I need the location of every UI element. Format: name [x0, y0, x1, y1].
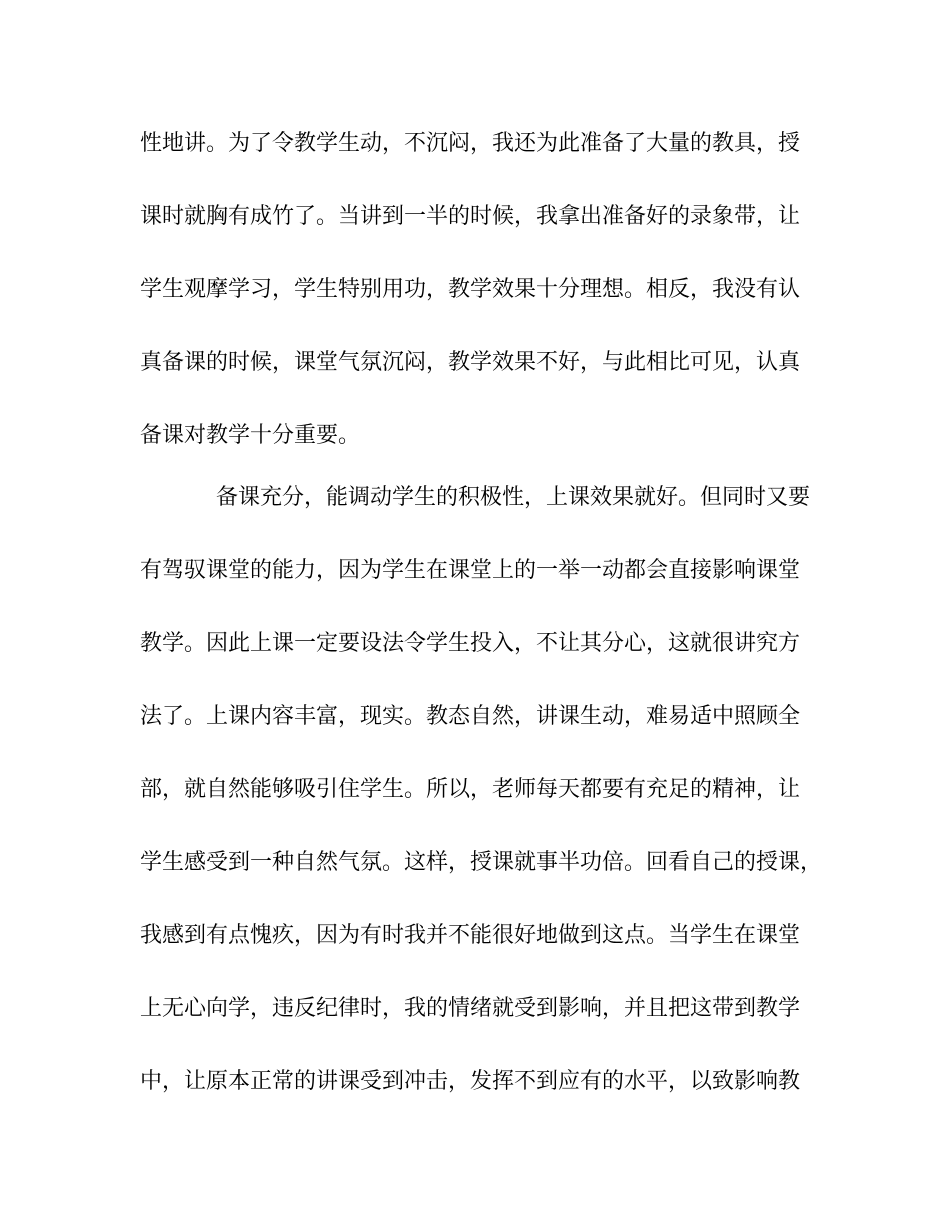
paragraph-line: 性地讲。为了令教学生动，不沉闷，我还为此准备了大量的教具，授 — [140, 131, 801, 156]
paragraph-line: 教学。因此上课一定要设法令学生投入，不让其分心，这就很讲究方 — [140, 631, 801, 656]
paragraph-line: 法了。上课内容丰富，现实。教态自然，讲课生动，难易适中照顾全 — [140, 704, 801, 729]
paragraph-line: 我感到有点愧疚，因为有时我并不能很好地做到这点。当学生在课堂 — [140, 923, 801, 948]
paragraph-line: 学生观摩学习，学生特别用功，教学效果十分理想。相反，我没有认 — [140, 277, 801, 302]
paragraph-line: 部，就自然能够吸引住学生。所以，老师每天都要有充足的精神，让 — [140, 777, 801, 802]
paragraph-line: 备课对教学十分重要。 — [140, 423, 361, 448]
paragraph-line: 课时就胸有成竹了。当讲到一半的时候，我拿出准备好的录象带，让 — [140, 204, 801, 229]
paragraph-line: 学生感受到一种自然气氛。这样，授课就事半功倍。回看自己的授课， — [140, 850, 823, 875]
paragraph-first-line: 备课充分，能调动学生的积极性，上课效果就好。但同时又要 — [216, 485, 811, 510]
paragraph-line: 真备课的时候，课堂气氛沉闷，教学效果不好，与此相比可见，认真 — [140, 350, 801, 375]
paragraph-line: 中，让原本正常的讲课受到冲击，发挥不到应有的水平，以致影响教 — [140, 1069, 801, 1094]
paragraph-line: 上无心向学，违反纪律时，我的情绪就受到影响，并且把这带到教学 — [140, 996, 801, 1021]
paragraph-line: 有驾驭课堂的能力，因为学生在课堂上的一举一动都会直接影响课堂 — [140, 558, 801, 583]
